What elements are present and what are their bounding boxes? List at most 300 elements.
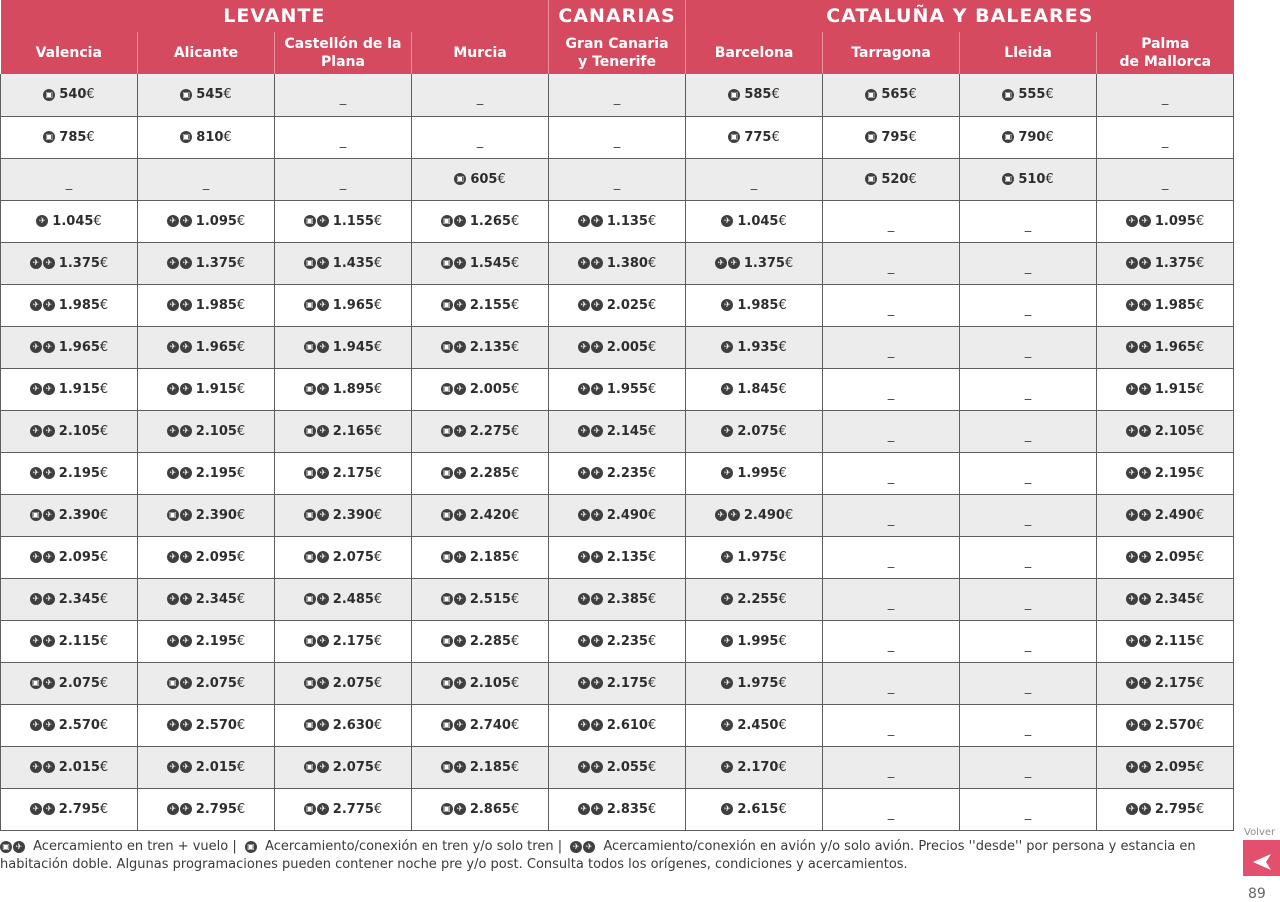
currency-symbol: €	[99, 297, 109, 313]
price-value: 2.105	[469, 675, 511, 691]
price-cell	[549, 704, 686, 746]
table-row	[1, 620, 1234, 662]
price-value: 1.965	[58, 339, 100, 355]
currency-symbol: €	[647, 381, 657, 397]
price-value: 2.175	[332, 633, 374, 649]
currency-symbol: €	[1195, 801, 1205, 817]
price-cell	[412, 536, 549, 578]
price-cell	[1, 494, 138, 536]
price-value: 540	[59, 87, 87, 103]
price-cell	[138, 620, 275, 662]
price-cell	[138, 536, 275, 578]
empty-value: _	[1024, 553, 1032, 569]
price-cell	[686, 704, 823, 746]
price-value: 2.095	[58, 549, 100, 565]
plane-icon: ✈	[721, 467, 733, 479]
price-value: 2.390	[195, 507, 237, 523]
currency-symbol: €	[778, 633, 787, 649]
price-value: 2.775	[332, 801, 374, 817]
price-cell	[275, 200, 412, 242]
price-cell	[823, 158, 960, 200]
currency-symbol: €	[99, 507, 109, 523]
plane-icon: ✈	[721, 593, 733, 605]
empty-value: _	[1024, 301, 1032, 317]
price-cell	[549, 746, 686, 788]
price-cell	[823, 746, 960, 788]
plane-icon: ✈ ✈	[578, 803, 603, 815]
price-value: 1.935	[737, 339, 779, 355]
currency-symbol: €	[510, 633, 520, 649]
price-value: 2.185	[469, 549, 511, 565]
price-cell	[275, 746, 412, 788]
price-cell	[686, 158, 823, 200]
empty-value: _	[1161, 91, 1169, 107]
currency-symbol: €	[510, 675, 520, 691]
plane-icon: ✈ ✈	[30, 341, 55, 353]
plane-icon: ✈ ✈	[578, 719, 603, 731]
price-cell	[1097, 284, 1234, 326]
price-cell	[960, 284, 1097, 326]
currency-symbol: €	[1195, 507, 1205, 523]
price-cell	[549, 410, 686, 452]
price-value: 2.195	[1154, 465, 1196, 481]
empty-value: _	[1024, 805, 1032, 821]
city-header-line: y Tenerife	[578, 54, 657, 70]
price-value: 795	[881, 129, 909, 145]
currency-symbol: €	[784, 507, 794, 523]
table-row	[1, 200, 1234, 242]
currency-symbol: €	[647, 255, 657, 271]
price-value: 2.075	[737, 423, 779, 439]
empty-value: _	[613, 175, 621, 191]
currency-symbol: €	[510, 297, 520, 313]
price-value: 1.135	[606, 213, 648, 229]
price-value: 1.965	[1154, 339, 1196, 355]
empty-value: _	[1024, 259, 1032, 275]
price-cell	[412, 116, 549, 158]
plane-icon: ✈ ✈	[167, 299, 192, 311]
price-value: 1.895	[332, 381, 374, 397]
currency-symbol: €	[373, 507, 383, 523]
price-cell	[960, 74, 1097, 116]
price-cell	[960, 158, 1097, 200]
price-cell	[275, 662, 412, 704]
price-cell	[412, 620, 549, 662]
price-cell	[1097, 242, 1234, 284]
price-value: 2.015	[58, 759, 100, 775]
currency-symbol: €	[1195, 549, 1205, 565]
train-plane-icon: ▣ ✈	[304, 257, 329, 269]
train-icon: ▣	[865, 173, 877, 185]
currency-symbol: €	[99, 717, 109, 733]
price-value: 2.135	[606, 549, 648, 565]
plane-icon: ✈ ✈	[1126, 803, 1151, 815]
plane-icon: ✈	[721, 383, 733, 395]
empty-value: _	[887, 385, 895, 401]
region-header: LEVANTE	[1, 0, 549, 32]
price-value: 2.795	[58, 801, 100, 817]
price-cell	[138, 494, 275, 536]
train-plane-icon: ▣ ✈	[304, 383, 329, 395]
empty-value: _	[1161, 175, 1169, 191]
currency-symbol: €	[647, 759, 657, 775]
price-cell	[1, 662, 138, 704]
train-icon: ▣	[865, 131, 877, 143]
price-cell	[960, 536, 1097, 578]
train-plane-icon: ▣ ✈	[441, 635, 466, 647]
price-value: 1.915	[58, 381, 100, 397]
currency-symbol: €	[373, 759, 383, 775]
plane-icon: ✈ ✈	[30, 383, 55, 395]
currency-symbol: €	[236, 549, 246, 565]
currency-symbol: €	[1195, 297, 1205, 313]
currency-symbol: €	[236, 507, 246, 523]
train-plane-icon: ▣ ✈	[441, 425, 466, 437]
price-value: 2.195	[58, 465, 100, 481]
train-plane-icon: ▣ ✈	[304, 425, 329, 437]
price-cell	[412, 494, 549, 536]
city-header	[412, 32, 549, 74]
price-cell	[686, 662, 823, 704]
price-cell	[960, 704, 1097, 746]
train-icon: ▣	[1002, 173, 1014, 185]
price-value: 1.945	[332, 339, 374, 355]
empty-value: _	[613, 133, 621, 149]
currency-symbol: €	[86, 87, 95, 103]
price-value: 2.175	[332, 465, 374, 481]
price-value: 1.545	[469, 255, 511, 271]
price-cell	[275, 368, 412, 410]
price-cell	[412, 74, 549, 116]
currency-symbol: €	[236, 213, 246, 229]
empty-value: _	[65, 175, 73, 191]
price-value: 2.345	[58, 591, 100, 607]
price-cell	[275, 452, 412, 494]
train-icon: ▣	[245, 841, 257, 853]
price-value: 810	[196, 129, 224, 145]
price-cell	[960, 746, 1097, 788]
volver-button[interactable]	[1243, 840, 1280, 876]
currency-symbol: €	[99, 255, 109, 271]
price-value: 2.195	[195, 633, 237, 649]
price-value: 2.795	[1154, 801, 1196, 817]
price-cell	[549, 200, 686, 242]
price-cell	[823, 620, 960, 662]
currency-symbol: €	[99, 465, 109, 481]
price-value: 2.005	[606, 339, 648, 355]
price-cell	[960, 116, 1097, 158]
price-value: 565	[881, 87, 909, 103]
price-value: 2.275	[469, 423, 511, 439]
train-plane-icon: ▣ ✈	[167, 677, 192, 689]
price-value: 1.975	[737, 549, 779, 565]
train-plane-icon: ▣ ✈	[304, 467, 329, 479]
currency-symbol: €	[1195, 423, 1205, 439]
price-value: 1.155	[332, 213, 374, 229]
currency-symbol: €	[99, 591, 109, 607]
price-cell	[686, 410, 823, 452]
plane-icon: ✈ ✈	[578, 635, 603, 647]
price-value: 775	[744, 129, 772, 145]
price-value: 1.095	[195, 213, 237, 229]
table-row	[1, 452, 1234, 494]
train-plane-icon: ▣ ✈	[304, 677, 329, 689]
currency-symbol: €	[778, 801, 787, 817]
train-icon: ▣	[454, 173, 466, 185]
price-cell	[275, 536, 412, 578]
currency-symbol: €	[236, 255, 246, 271]
price-value: 2.195	[195, 465, 237, 481]
price-cell	[412, 662, 549, 704]
plane-icon: ✈ ✈	[167, 803, 192, 815]
price-cell	[1, 200, 138, 242]
price-value: 2.390	[332, 507, 374, 523]
price-value: 2.075	[58, 675, 100, 691]
currency-symbol: €	[908, 129, 917, 145]
train-icon: ▣	[43, 131, 55, 143]
plane-icon: ✈ ✈	[578, 383, 603, 395]
price-value: 2.865	[469, 801, 511, 817]
price-cell	[1097, 326, 1234, 368]
price-cell	[686, 74, 823, 116]
currency-symbol: €	[778, 759, 787, 775]
price-value: 1.435	[332, 255, 374, 271]
table-row	[1, 116, 1234, 158]
empty-value: _	[613, 91, 621, 107]
currency-symbol: €	[778, 717, 787, 733]
price-cell	[549, 368, 686, 410]
train-plane-icon: ▣ ✈	[441, 677, 466, 689]
price-cell	[275, 494, 412, 536]
price-cell	[138, 578, 275, 620]
currency-symbol: €	[1195, 213, 1205, 229]
price-value: 1.045	[737, 213, 779, 229]
price-value: 2.145	[606, 423, 648, 439]
table-row	[1, 158, 1234, 200]
price-cell	[823, 578, 960, 620]
currency-symbol: €	[778, 297, 787, 313]
plane-icon: ✈ ✈	[578, 257, 603, 269]
price-cell	[823, 326, 960, 368]
train-plane-icon: ▣ ✈	[304, 341, 329, 353]
city-header	[960, 32, 1097, 74]
price-cell	[823, 116, 960, 158]
legend-train-plane-text: Acercamiento en tren + vuelo |	[33, 839, 237, 854]
price-value: 1.915	[1154, 381, 1196, 397]
price-cell	[823, 788, 960, 830]
currency-symbol: €	[1195, 675, 1205, 691]
price-value: 2.115	[58, 633, 100, 649]
empty-value: _	[1024, 679, 1032, 695]
price-cell	[1097, 620, 1234, 662]
price-value: 2.570	[58, 717, 100, 733]
plane-icon: ✈	[721, 761, 733, 773]
price-value: 520	[881, 171, 909, 187]
currency-symbol: €	[236, 339, 246, 355]
currency-symbol: €	[1045, 171, 1054, 187]
plane-icon: ✈ ✈	[578, 509, 603, 521]
empty-value: _	[339, 91, 347, 107]
price-value: 1.845	[737, 381, 779, 397]
price-value: 2.345	[1154, 591, 1196, 607]
currency-symbol: €	[373, 255, 383, 271]
price-cell	[138, 452, 275, 494]
city-header-line: Valencia	[35, 45, 102, 61]
price-cell	[823, 74, 960, 116]
city-header-line: Palma	[1141, 36, 1190, 52]
empty-value: _	[339, 175, 347, 191]
price-cell	[1, 578, 138, 620]
price-cell	[823, 242, 960, 284]
price-value: 785	[59, 129, 87, 145]
price-cell	[412, 410, 549, 452]
price-cell	[1, 284, 138, 326]
price-value: 2.390	[58, 507, 100, 523]
price-cell	[823, 200, 960, 242]
empty-value: _	[887, 679, 895, 695]
city-header-line: Castellón de la	[284, 36, 402, 52]
currency-symbol: €	[373, 549, 383, 565]
price-cell	[275, 620, 412, 662]
currency-symbol: €	[510, 717, 520, 733]
price-cell	[275, 788, 412, 830]
price-value: 1.095	[1154, 213, 1196, 229]
train-plane-icon: ▣ ✈	[0, 841, 25, 853]
price-cell	[138, 788, 275, 830]
price-cell	[549, 536, 686, 578]
currency-symbol: €	[647, 549, 657, 565]
price-cell	[275, 158, 412, 200]
price-cell	[549, 242, 686, 284]
plane-icon: ✈ ✈	[30, 467, 55, 479]
price-value: 1.375	[195, 255, 237, 271]
empty-value: _	[1024, 469, 1032, 485]
region-header: CANARIAS	[549, 0, 686, 32]
empty-value: _	[476, 91, 484, 107]
plane-icon: ✈	[721, 299, 733, 311]
currency-symbol: €	[223, 129, 232, 145]
price-value: 545	[196, 87, 224, 103]
price-cell	[1097, 494, 1234, 536]
currency-symbol: €	[908, 171, 917, 187]
price-value: 1.985	[195, 297, 237, 313]
currency-symbol: €	[1195, 717, 1205, 733]
plane-icon: ✈ ✈	[1126, 215, 1151, 227]
price-cell	[1, 242, 138, 284]
price-value: 2.025	[606, 297, 648, 313]
price-value: 2.075	[332, 549, 374, 565]
empty-value: _	[887, 469, 895, 485]
price-cell	[549, 452, 686, 494]
price-cell	[549, 74, 686, 116]
price-value: 2.420	[469, 507, 511, 523]
price-value: 2.255	[737, 591, 779, 607]
price-value: 790	[1018, 129, 1046, 145]
price-value: 2.235	[606, 633, 648, 649]
price-value: 2.385	[606, 591, 648, 607]
plane-icon: ✈ ✈	[167, 551, 192, 563]
price-value: 1.375	[743, 255, 785, 271]
empty-value: _	[202, 175, 210, 191]
plane-icon: ✈ ✈	[1126, 509, 1151, 521]
currency-symbol: €	[236, 759, 246, 775]
train-plane-icon: ▣ ✈	[441, 215, 466, 227]
price-value: 2.115	[1154, 633, 1196, 649]
train-plane-icon: ▣ ✈	[304, 593, 329, 605]
price-cell	[960, 200, 1097, 242]
currency-symbol: €	[373, 633, 383, 649]
currency-symbol: €	[99, 423, 109, 439]
currency-symbol: €	[1045, 129, 1054, 145]
price-cell	[960, 620, 1097, 662]
currency-symbol: €	[778, 591, 787, 607]
price-value: 2.610	[606, 717, 648, 733]
empty-value: _	[339, 133, 347, 149]
price-cell	[138, 746, 275, 788]
price-cell	[823, 410, 960, 452]
train-plane-icon: ▣ ✈	[304, 509, 329, 521]
plane-icon: ✈ ✈	[30, 593, 55, 605]
price-value: 2.165	[332, 423, 374, 439]
price-cell	[549, 662, 686, 704]
currency-symbol: €	[236, 591, 246, 607]
price-value: 2.170	[737, 759, 779, 775]
empty-value: _	[1161, 133, 1169, 149]
price-cell	[823, 662, 960, 704]
price-cell	[275, 704, 412, 746]
price-cell	[549, 284, 686, 326]
plane-icon: ✈ ✈	[167, 719, 192, 731]
currency-symbol: €	[86, 129, 95, 145]
empty-value: _	[1024, 511, 1032, 527]
price-cell	[1, 116, 138, 158]
empty-value: _	[1024, 343, 1032, 359]
price-value: 1.955	[606, 381, 648, 397]
price-value: 1.985	[1154, 297, 1196, 313]
currency-symbol: €	[778, 339, 787, 355]
price-cell	[960, 326, 1097, 368]
currency-symbol: €	[1195, 759, 1205, 775]
currency-symbol: €	[510, 423, 520, 439]
price-value: 2.570	[1154, 717, 1196, 733]
price-cell	[412, 326, 549, 368]
price-value: 2.155	[469, 297, 511, 313]
price-value: 2.490	[1154, 507, 1196, 523]
price-value: 605	[470, 171, 498, 187]
legend-plane-text: Acercamiento/conexión en avión y/o solo avión. Precios ''desde'' por persona y estancia en habitación doble. Algunas programaciones pueden contener noche pre y/o post. Consulta todos los orígenes, condiciones y acercamientos.	[0, 839, 1196, 872]
empty-value: _	[887, 259, 895, 275]
price-value: 2.835	[606, 801, 648, 817]
currency-symbol: €	[647, 507, 657, 523]
city-header	[823, 32, 960, 74]
currency-symbol: €	[647, 465, 657, 481]
price-cell	[412, 578, 549, 620]
currency-symbol: €	[1195, 381, 1205, 397]
empty-value: _	[1024, 427, 1032, 443]
price-cell	[686, 452, 823, 494]
price-value: 1.045	[52, 213, 94, 229]
price-value: 2.285	[469, 633, 511, 649]
currency-symbol: €	[236, 381, 246, 397]
price-cell	[1, 410, 138, 452]
train-plane-icon: ▣ ✈	[441, 509, 466, 521]
train-plane-icon: ▣ ✈	[441, 803, 466, 815]
currency-symbol: €	[647, 717, 657, 733]
currency-symbol: €	[778, 465, 787, 481]
table-row	[1, 326, 1234, 368]
currency-symbol: €	[510, 465, 520, 481]
price-cell	[549, 620, 686, 662]
